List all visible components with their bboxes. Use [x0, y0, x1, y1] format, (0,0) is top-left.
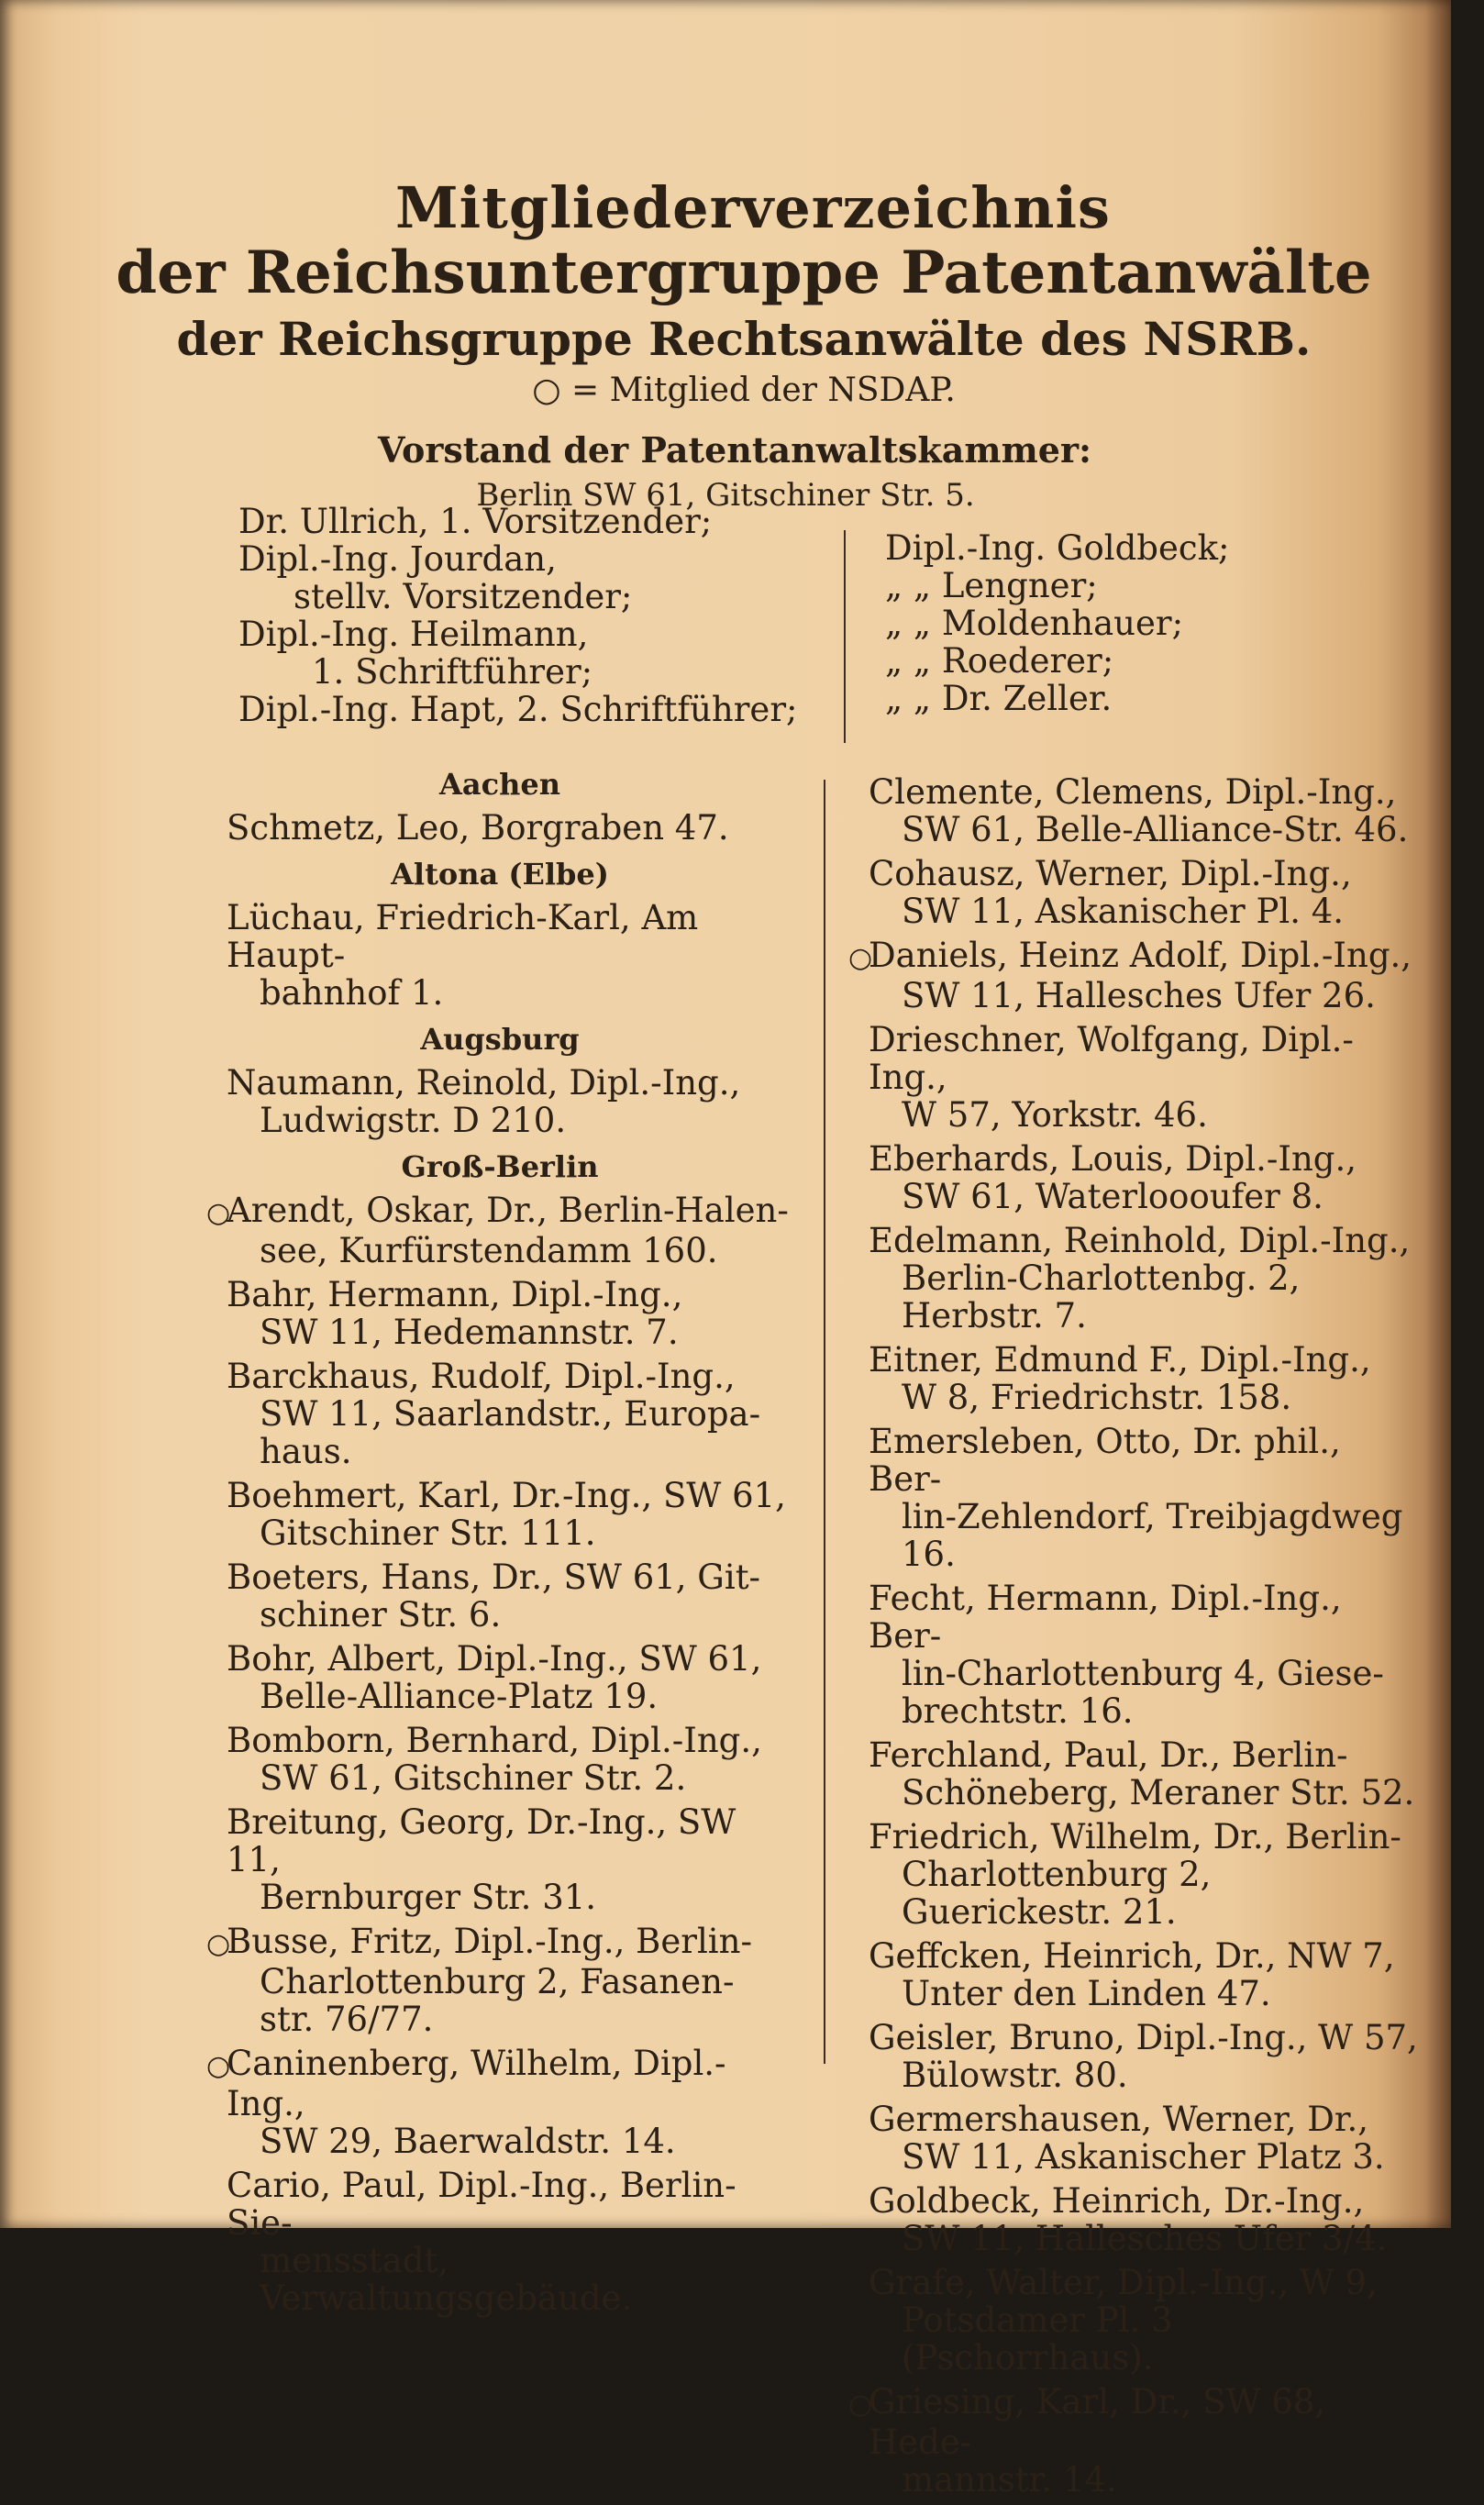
member-entry: Friedrich, Wilhelm, Dr., Berlin- Charlottenburg 2, Guerickestr. 21.: [869, 1817, 1401, 1932]
member-entry: ○Busse, Fritz, Dipl.-Ing., Berlin- Charlottenburg 2, Fasanen- str. 76/77.: [206, 1922, 752, 2039]
title-line-3: der Reichsgruppe Rechtsanwälte des NSRB.: [176, 312, 1312, 366]
vorstand-item: 1. Schriftführer;: [312, 652, 593, 692]
member-entry: Emersleben, Otto, Dr. phil., Ber- lin-Zehlendorf, Treibjagdweg 16.: [869, 1422, 1403, 1574]
title-line-2: der Reichsuntergruppe Patentanwälte: [116, 238, 1372, 307]
member-entry: Naumann, Reinold, Dipl.-Ing., Ludwigstr. D 210.: [227, 1063, 741, 1140]
city-heading-aachen: Aachen: [439, 767, 560, 802]
city-heading-berlin: Groß-Berlin: [401, 1149, 599, 1184]
vorstand-item: „ „ Dr. Zeller.: [885, 679, 1113, 718]
party-member-mark: ○: [206, 1197, 231, 1229]
member-entry: Clemente, Clemens, Dipl.-Ing., SW 61, Belle-Alliance-Str. 46.: [869, 772, 1409, 849]
member-entry: Bahr, Hermann, Dipl.-Ing., SW 11, Hedemannstr. 7.: [227, 1275, 683, 1352]
vorstand-item: „ „ Lengner;: [885, 566, 1098, 605]
legend-note: ○ = Mitglied der NSDAP.: [532, 371, 956, 409]
vorstand-item: Dr. Ullrich, 1. Vorsitzender;: [238, 502, 713, 541]
kammer-address: Berlin SW 61, Gitschiner Str. 5.: [476, 477, 975, 514]
party-member-mark: ○: [206, 1928, 231, 1960]
member-entry: Lüchau, Friedrich-Karl, Am Haupt- bahnhof 1.: [227, 898, 699, 1013]
city-heading-altona: Altona (Elbe): [391, 857, 609, 892]
vorstand-item: Dipl.-Ing. Goldbeck;: [885, 528, 1230, 568]
right-column: [848, 773, 1422, 2505]
member-entry: Germershausen, Werner, Dr., SW 11, Askanischer Platz 3.: [869, 2100, 1385, 2177]
left-column: [206, 757, 793, 2323]
member-entry: Barckhaus, Rudolf, Dipl.-Ing., SW 11, Saarlandstr., Europa- haus.: [227, 1357, 761, 1471]
title-line-1: Mitgliederverzeichnis: [395, 174, 1111, 241]
party-member-mark: ○: [848, 2389, 873, 2421]
party-member-mark: ○: [206, 2050, 231, 2082]
party-member-mark: ○: [848, 942, 873, 974]
member-entry: ○Caninenberg, Wilhelm, Dipl.-Ing., SW 29, Baerwaldstr. 14.: [206, 2044, 726, 2161]
kammer-heading: Vorstand der Patentanwaltskammer:: [378, 429, 1091, 471]
member-entry: Fecht, Hermann, Dipl.-Ing., Ber- lin-Charlottenburg 4, Giese- brechtstr. 16.: [869, 1579, 1384, 1731]
member-entry: Breitung, Georg, Dr.-Ing., SW 11, Bernburger Str. 31.: [227, 1802, 736, 1917]
member-entry: ○Daniels, Heinz Adolf, Dipl.-Ing., SW 11, Hallesches Ufer 26.: [848, 936, 1412, 1015]
member-entry: Cohausz, Werner, Dipl.-Ing., SW 11, Askanischer Pl. 4.: [869, 854, 1352, 931]
vorstand-right-list: [885, 529, 1362, 717]
member-entry: Eitner, Edmund F., Dipl.-Ing., W 8, Friedrichstr. 158.: [869, 1340, 1371, 1417]
column-divider-main: [824, 780, 825, 2064]
vorstand-left-list: [238, 503, 835, 728]
city-heading-augsburg: Augsburg: [420, 1022, 580, 1057]
member-entry: Schmetz, Leo, Borgraben 47.: [227, 808, 729, 848]
vorstand-item: Dipl.-Ing. Heilmann,: [238, 615, 589, 654]
vorstand-item: „ „ Roederer;: [885, 641, 1114, 681]
member-entry: Ferchland, Paul, Dr., Berlin- Schöneberg, Meraner Str. 52.: [869, 1735, 1415, 1812]
member-entry: ○Arendt, Oskar, Dr., Berlin-Halen- see, Kurfürstendamm 160.: [206, 1191, 789, 1270]
vorstand-item: stellv. Vorsitzender;: [293, 577, 633, 616]
member-entry: Boeters, Hans, Dr., SW 61, Git- schiner Str. 6.: [227, 1557, 761, 1635]
vorstand-item: Dipl.-Ing. Hapt, 2. Schriftführer;: [238, 690, 798, 729]
member-entry: Edelmann, Reinhold, Dipl.-Ing., Berlin-Charlottenbg. 2, Herbstr. 7.: [869, 1221, 1411, 1336]
member-entry: Bomborn, Bernhard, Dipl.-Ing., SW 61, Gitschiner Str. 2.: [227, 1721, 762, 1798]
member-entry: Eberhards, Louis, Dipl.-Ing., SW 61, Waterloooufer 8.: [869, 1139, 1357, 1216]
member-entry: Cario, Paul, Dipl.-Ing., Berlin-Sie- mensstadt, Verwaltungsgebäude.: [227, 2166, 736, 2318]
vorstand-item: Dipl.-Ing. Jourdan,: [238, 539, 557, 579]
member-entry: Bohr, Albert, Dipl.-Ing., SW 61, Belle-Alliance-Platz 19.: [227, 1639, 762, 1716]
member-entry: Goldbeck, Heinrich, Dr.-Ing., SW 11, Hallesches Ufer 3/4.: [869, 2181, 1388, 2258]
member-entry: Drieschner, Wolfgang, Dipl.-Ing., W 57, Yorkstr. 46.: [869, 1020, 1354, 1135]
member-entry: Geisler, Bruno, Dipl.-Ing., W 57, Bülowstr. 80.: [869, 2018, 1418, 2095]
column-divider-top: [844, 530, 846, 743]
member-entry: Boehmert, Karl, Dr.-Ing., SW 61, Gitschiner Str. 111.: [227, 1476, 786, 1553]
member-entry: ○Griesing, Karl, Dr., SW 68, Hede- mannstr. 14.: [848, 2382, 1326, 2499]
member-entry: Grafe, Walter, Dipl.-Ing., W 9, Potsdamer Pl. 3 (Pschorrhaus).: [869, 2263, 1378, 2378]
vorstand-item: „ „ Moldenhauer;: [885, 604, 1184, 643]
member-entry: Geffcken, Heinrich, Dr., NW 7, Unter den Linden 47.: [869, 1936, 1395, 2013]
